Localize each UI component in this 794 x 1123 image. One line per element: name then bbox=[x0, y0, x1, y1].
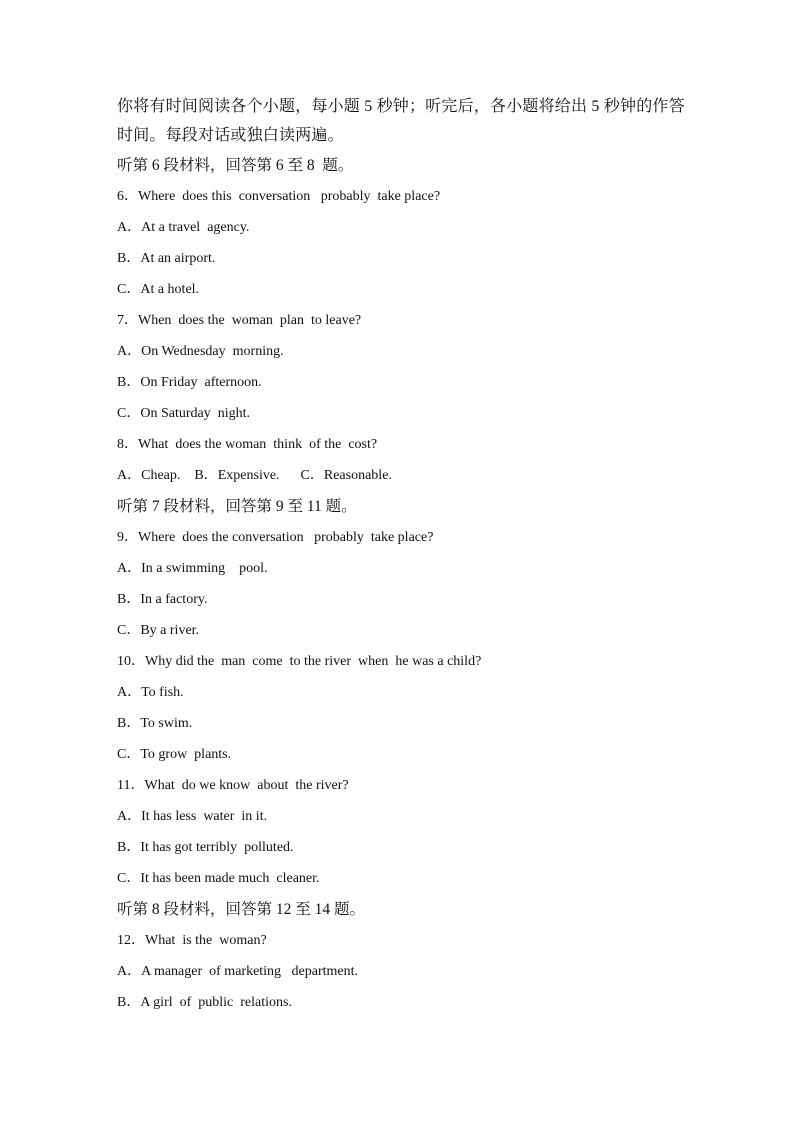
question-8-options bbox=[117, 460, 687, 491]
section-heading-8: 听第 8 段材料，回答第 12 至 14 题。 bbox=[117, 901, 366, 918]
question-11-option-b: B．It has got terribly polluted. bbox=[117, 840, 294, 855]
section-heading-6: 听第 6 段材料，回答第 6 至 8 题。 bbox=[117, 157, 354, 174]
document-page bbox=[117, 92, 687, 1018]
question-9-option-a: A．In a swimming pool. bbox=[117, 561, 268, 576]
question-7-option-a: A．On Wednesday morning. bbox=[117, 344, 284, 359]
instructions-line-2: 时间。每段对话或独白读两遍。 bbox=[117, 127, 344, 144]
question-8-option-a: A．Cheap. bbox=[117, 468, 181, 483]
question-12-option-b: B．A girl of public relations. bbox=[117, 995, 292, 1010]
question-6-option-b: B．At an airport. bbox=[117, 251, 216, 266]
question-7: 7．When does the woman plan to leave? bbox=[117, 313, 362, 328]
question-11: 11．What do we know about the river? bbox=[117, 778, 349, 793]
question-6-option-a: A．At a travel agency. bbox=[117, 220, 250, 235]
question-11-option-a: A．It has less water in it. bbox=[117, 809, 268, 824]
question-11-option-c: C．It has been made much cleaner. bbox=[117, 871, 320, 886]
question-8: 8．What does the woman think of the cost? bbox=[117, 437, 378, 452]
question-6-option-c: C．At a hotel. bbox=[117, 282, 200, 297]
question-10-option-b: B．To swim. bbox=[117, 716, 193, 731]
question-10-option-c: C．To grow plants. bbox=[117, 747, 232, 762]
question-10-option-a: A．To fish. bbox=[117, 685, 184, 700]
instructions-line-1: 你将有时间阅读各个小题，每小题 5 秒钟；听完后，各小题将给出 5 秒钟的作答 bbox=[117, 98, 685, 115]
instructions bbox=[117, 92, 687, 150]
question-10: 10．Why did the man come to the river when he was a child? bbox=[117, 654, 482, 669]
question-9: 9．Where does the conversation probably take place? bbox=[117, 530, 434, 545]
question-7-option-b: B．On Friday afternoon. bbox=[117, 375, 262, 390]
section-heading-7: 听第 7 段材料，回答第 9 至 11 题。 bbox=[117, 498, 357, 515]
question-8-option-b: B．Expensive. bbox=[194, 468, 280, 483]
question-12: 12．What is the woman? bbox=[117, 933, 267, 948]
question-6: 6．Where does this conversation probably take place? bbox=[117, 189, 441, 204]
question-9-option-b: B．In a factory. bbox=[117, 592, 208, 607]
question-8-option-c: C．Reasonable. bbox=[300, 468, 392, 483]
question-12-option-a: A．A manager of marketing department. bbox=[117, 964, 359, 979]
question-9-option-c: C．By a river. bbox=[117, 623, 200, 638]
question-7-option-c: C．On Saturday night. bbox=[117, 406, 250, 421]
